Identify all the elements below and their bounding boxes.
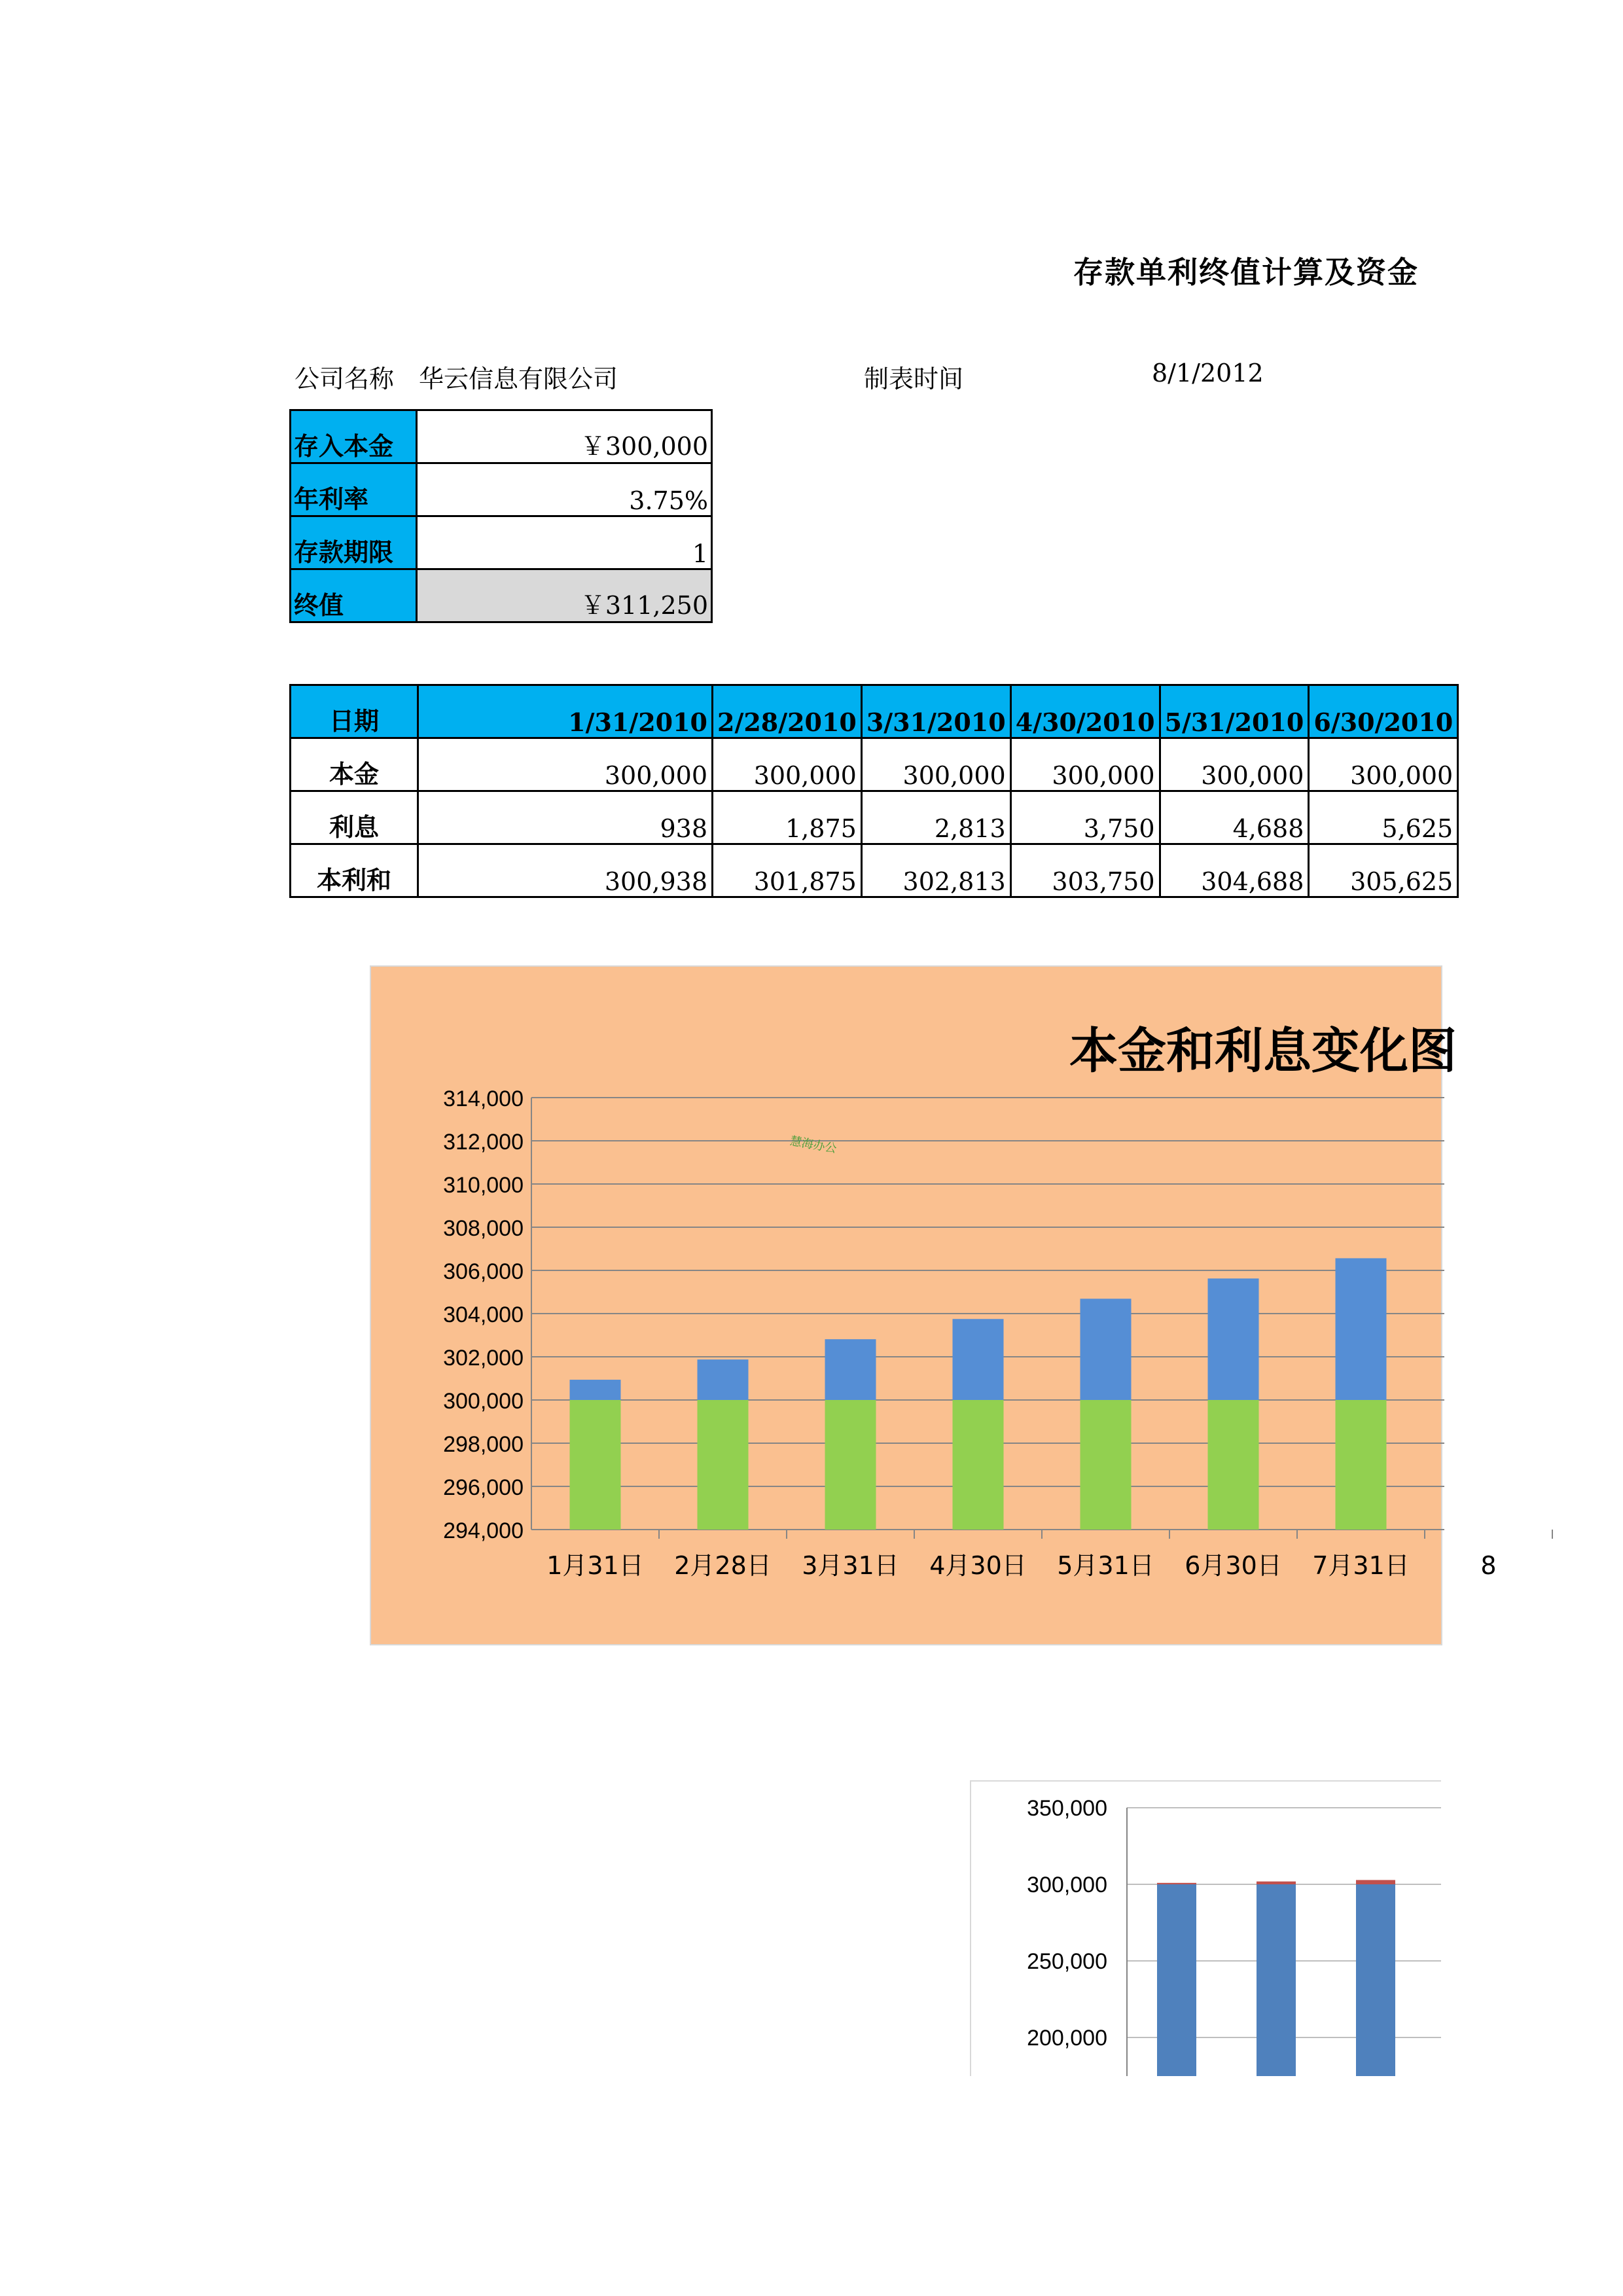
bar-principal	[698, 1400, 749, 1530]
y-tick-label: 306,000	[443, 1259, 524, 1284]
info-row-principal	[291, 410, 712, 463]
bar-principal	[1257, 1884, 1296, 2076]
table-row	[291, 738, 1458, 791]
table-cell[interactable]: 304,688	[1160, 844, 1309, 897]
interest-schedule-table	[289, 684, 1459, 898]
x-tick-label: 7月31日	[1312, 1551, 1410, 1580]
table-cell[interactable]: 5,625	[1309, 791, 1458, 844]
bar-interest	[1257, 1882, 1296, 1884]
table-row	[291, 791, 1458, 844]
bar-interest	[825, 1339, 876, 1400]
table-cell[interactable]: 300,000	[1309, 738, 1458, 791]
table-header-row	[291, 685, 1458, 738]
y-tick-label: 296,000	[443, 1475, 524, 1500]
date-value: 8/1/2012	[1152, 359, 1264, 387]
y-tick-label: 294,000	[443, 1518, 524, 1543]
table-cell[interactable]: 300,000	[1160, 738, 1309, 791]
x-tick-label: 5月31日	[1057, 1551, 1154, 1580]
y-tick-label: 300,000	[1027, 1873, 1107, 1897]
date-label: 制表时间	[864, 365, 964, 393]
company-name: 华云信息有限公司	[419, 365, 618, 393]
column-header: 日期	[291, 685, 418, 738]
column-header: 3/31/2010	[861, 685, 1010, 738]
y-tick-label: 300,000	[443, 1389, 524, 1414]
column-header: 4/30/2010	[1010, 685, 1160, 738]
info-row-term	[291, 516, 712, 569]
secondary-bar-chart[interactable]	[970, 1780, 1441, 2076]
table-cell[interactable]: 301,875	[713, 844, 862, 897]
table-cell[interactable]: 300,000	[713, 738, 862, 791]
page-title: 存款单利终值计算及资金	[1073, 255, 1419, 290]
table-cell[interactable]: 303,750	[1010, 844, 1160, 897]
table-cell[interactable]: 305,625	[1309, 844, 1458, 897]
table-cell[interactable]: 2,813	[861, 791, 1010, 844]
info-value-cell[interactable]: ￥311,250	[417, 569, 712, 622]
y-tick-label: 304,000	[443, 1302, 524, 1327]
row-label: 本金	[291, 738, 418, 791]
bar-principal	[1336, 1400, 1387, 1530]
info-label: 终值	[291, 569, 417, 622]
row-label: 本利和	[291, 844, 418, 897]
bar-principal	[1356, 1884, 1395, 2076]
y-tick-label: 200,000	[1027, 2026, 1107, 2051]
bar-interest	[953, 1319, 1004, 1400]
bar-interest	[1080, 1299, 1132, 1400]
bar-principal	[570, 1400, 621, 1530]
principal-interest-chart[interactable]	[370, 965, 1497, 1645]
bar-principal	[825, 1400, 876, 1530]
watermark: 慧海办公	[789, 1134, 838, 1157]
bar-interest	[698, 1359, 749, 1400]
table-cell[interactable]: 300,000	[861, 738, 1010, 791]
table-cell[interactable]: 300,938	[418, 844, 713, 897]
table-cell[interactable]: 4,688	[1160, 791, 1309, 844]
x-tick-label: 6月30日	[1185, 1551, 1282, 1580]
bar-principal	[1080, 1400, 1132, 1530]
deposit-info-table	[289, 409, 713, 623]
info-row-final-value	[291, 569, 712, 622]
bar-interest	[1356, 1880, 1395, 1884]
y-tick-label: 312,000	[443, 1130, 524, 1155]
info-label: 存入本金	[291, 410, 417, 463]
info-value-cell[interactable]: ￥300,000	[417, 410, 712, 463]
y-tick-label: 308,000	[443, 1216, 524, 1241]
bar-interest	[570, 1380, 621, 1400]
company-label: 公司名称	[294, 365, 395, 393]
table-row	[291, 844, 1458, 897]
column-header: 1/31/2010	[418, 685, 713, 738]
y-tick-label: 302,000	[443, 1346, 524, 1371]
info-row-rate	[291, 463, 712, 516]
chart-plot	[971, 1782, 1441, 2076]
column-header: 5/31/2010	[1160, 685, 1309, 738]
y-tick-label: 298,000	[443, 1432, 524, 1457]
table-cell[interactable]: 300,000	[418, 738, 713, 791]
bar-interest	[1157, 1883, 1196, 1884]
bar-principal	[1157, 1884, 1196, 2076]
table-cell[interactable]: 938	[418, 791, 713, 844]
x-tick-label: 8	[1480, 1551, 1497, 1580]
table-cell[interactable]: 302,813	[861, 844, 1010, 897]
column-header: 6/30/2010	[1309, 685, 1458, 738]
chart-title: 本金和利息变化图	[1069, 1023, 1457, 1079]
x-tick-label: 4月30日	[929, 1551, 1027, 1580]
y-tick-label: 350,000	[1027, 1796, 1107, 1821]
bar-interest	[1208, 1278, 1259, 1400]
info-value-cell[interactable]: 3.75%	[417, 463, 712, 516]
x-tick-label: 2月28日	[674, 1551, 772, 1580]
table-cell[interactable]: 3,750	[1010, 791, 1160, 844]
info-label: 存款期限	[291, 516, 417, 569]
x-tick-label: 1月31日	[546, 1551, 644, 1580]
y-tick-label: 314,000	[443, 1086, 524, 1111]
info-label: 年利率	[291, 463, 417, 516]
table-cell[interactable]: 1,875	[713, 791, 862, 844]
table-cell[interactable]: 300,000	[1010, 738, 1160, 791]
info-value-cell[interactable]: 1	[417, 516, 712, 569]
bar-principal	[1208, 1400, 1259, 1530]
column-header: 2/28/2010	[713, 685, 862, 738]
y-tick-label: 250,000	[1027, 1949, 1107, 1974]
x-tick-label: 3月31日	[802, 1551, 899, 1580]
row-label: 利息	[291, 791, 418, 844]
bar-principal	[953, 1400, 1004, 1530]
y-tick-label: 310,000	[443, 1173, 524, 1198]
bar-interest	[1336, 1258, 1387, 1400]
